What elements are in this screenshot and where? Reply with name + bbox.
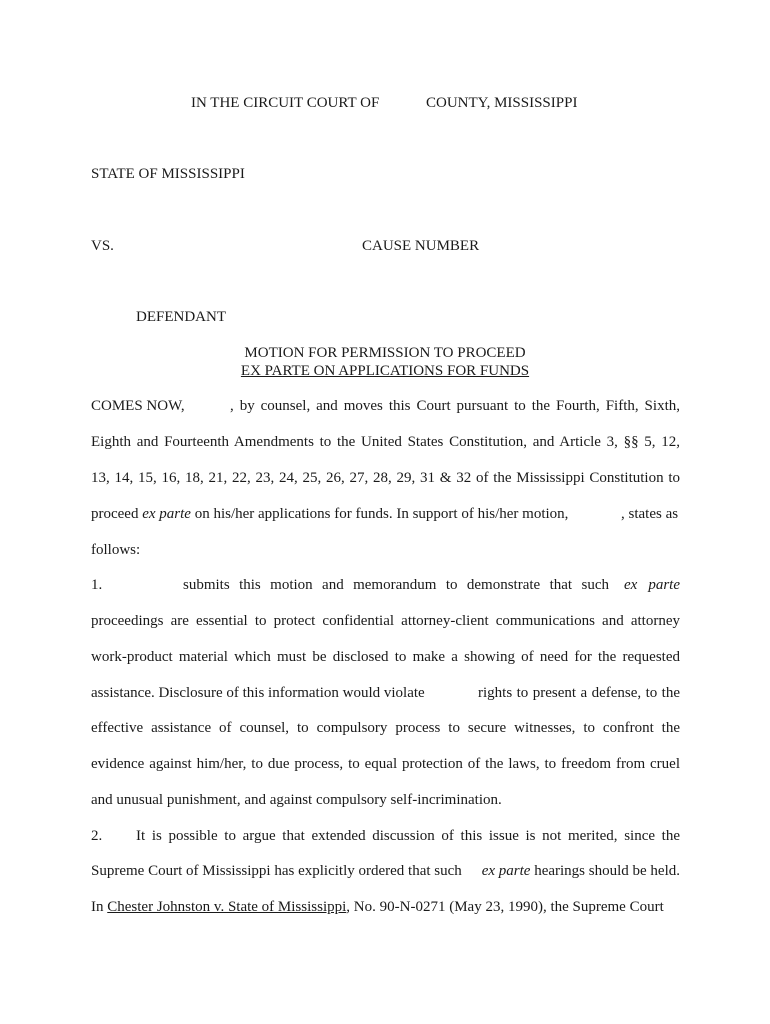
intro-follows: follows:: [91, 542, 141, 558]
paragraph-2-line-3c: , No. 90-N-0271 (May 23, 1990), the Supreme Court: [346, 899, 664, 915]
court-heading-right: COUNTY, MISSISSIPPI: [426, 95, 578, 111]
paragraph-1-line-4a: assistance. Disclosure of this information would violate: [91, 685, 425, 701]
paragraph-2-in: In: [91, 899, 104, 915]
motion-title-line2: [0, 362, 770, 380]
cause-number-label: CAUSE NUMBER: [362, 238, 480, 254]
paragraph-1-number: 1.: [91, 577, 103, 593]
paragraph-2-line-2a: Supreme Court of Mississippi has explicitly ordered that such: [91, 863, 462, 879]
paragraph-1-line-1: submits this motion and memorandum to demonstrate that such: [183, 577, 609, 593]
intro-states-as: , states as: [621, 506, 679, 522]
intro-ex-parte: ex parte: [142, 506, 191, 522]
paragraph-1-line-7: and unusual punishment, and against compulsory self-incrimination.: [91, 792, 502, 808]
court-heading-left: IN THE CIRCUIT COURT OF: [191, 95, 380, 111]
paragraph-2-line-3-head: [91, 898, 664, 916]
comes-now-label: COMES NOW,: [91, 398, 185, 414]
paragraph-1-line-3: work-product material which must be disclosed to make a showing of need for the requested: [91, 649, 680, 665]
intro-line-2: Eighth and Fourteenth Amendments to the United States Constitution, and Article 3, §§ 5, 12,: [91, 434, 680, 450]
plaintiff-name: STATE OF MISSISSIPPI: [91, 166, 245, 182]
paragraph-2-line-2: [91, 862, 680, 880]
motion-title-line1: MOTION FOR PERMISSION TO PROCEED: [244, 345, 526, 361]
paragraph-2-line-2c: hearings should be held.: [534, 863, 680, 879]
intro-proceed: proceed: [91, 506, 139, 522]
paragraph-1-line-6: evidence against him/her, to due process, to equal protection of the laws, to freedom from cruel: [91, 756, 680, 772]
paragraph-1-line-4b: rights to present a defense, to the: [478, 685, 680, 701]
paragraph-2-number: 2.: [91, 828, 103, 844]
versus-label: VS.: [91, 238, 114, 254]
intro-line-4: [91, 505, 568, 523]
paragraph-2-ex-parte: ex parte: [481, 863, 531, 879]
paragraph-2-line-3: [91, 898, 680, 916]
defendant-label: DEFENDANT: [136, 309, 226, 325]
paragraph-1-line-2: proceedings are essential to protect confidential attorney-client communications and attorney: [91, 613, 680, 629]
paragraph-2-line-2-tail: [482, 862, 680, 880]
case-citation-link[interactable]: Chester Johnston v. State of Mississippi: [107, 899, 347, 915]
motion-title-line2-text: EX PARTE ON APPLICATIONS FOR FUNDS: [240, 363, 530, 379]
paragraph-1-line-5: effective assistance of counsel, to compulsory process to secure witnesses, to confront the: [91, 720, 680, 736]
paragraph-1-ex-parte: ex parte: [624, 577, 680, 593]
intro-applications: on his/her applications for funds. In support of his/her motion,: [194, 506, 569, 522]
intro-line-3: 13, 14, 15, 16, 18, 21, 22, 23, 24, 25, 26, 27, 28, 29, 31 & 32 of the Mississippi Constitution to: [91, 470, 680, 486]
paragraph-2-line-1: It is possible to argue that extended discussion of this issue is not merited, since the: [136, 828, 680, 844]
intro-line-1: , by counsel, and moves this Court pursuant to the Fourth, Fifth, Sixth,: [230, 398, 680, 414]
